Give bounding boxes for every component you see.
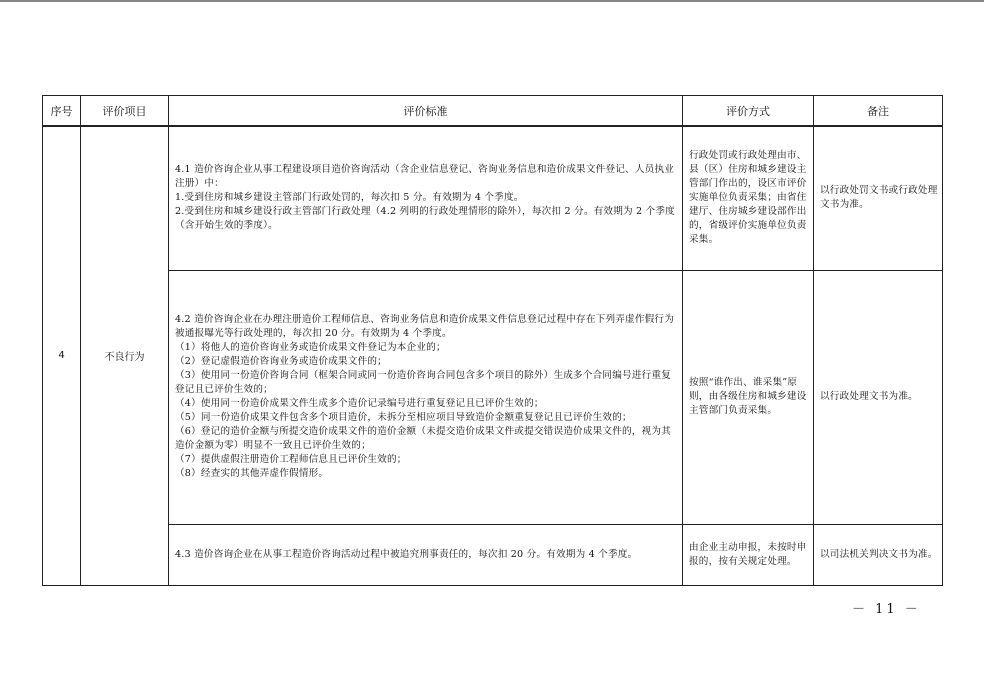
table-row	[43, 126, 943, 270]
header-seq: 序号	[43, 96, 81, 127]
criteria-cell: 4.1 造价咨询企业从事工程建设项目造价咨询活动（含企业信息登记、咨询业务信息和造价成果文件登记、人员执业注册）中： 1.受到住房和城乡建设主管部门行政处罚的，每次扣 5 分。有效期为 4 个季度。 2.受到住房和城乡建设行政主管部门行政处理（4.2 列明的行政处理情形的除外），每次扣 2 分。有效期为 2 个季度（含开始生效的季度）。	[169, 126, 683, 270]
note-cell: 以司法机关判决文书为准。	[814, 524, 943, 585]
note-cell: 以行政处理文书为准。	[814, 270, 943, 524]
header-note: 备注	[814, 96, 943, 127]
criteria-cell: 4.3 造价咨询企业在从事工程造价咨询活动过程中被追究刑事责任的，每次扣 20 分。有效期为 4 个季度。	[169, 524, 683, 585]
table-row	[43, 524, 943, 585]
table-header-row	[43, 96, 943, 127]
page-number: － 11 －	[852, 602, 921, 617]
note-cell: 以行政处罚文书或行政处理文书为准。	[814, 126, 943, 270]
item-cell: 不良行为	[81, 126, 169, 585]
criteria-cell: 4.2 造价咨询企业在办理注册造价工程师信息、咨询业务信息和造价成果文件信息登记过程中存在下列弄虚作假行为被通报曝光等行政处理的，每次扣 20 分。有效期为 4 个季度。 （1）将他人的造价咨询业务或造价成果文件登记为本企业的； （2）登记虚假造价咨询业务或造价成果文件的； （3）使用同一份造价咨询合同（框架合同或同一份造价咨询合同包含多个项目的除外）生成多个合同编号进行重复登记且已评价生效的； （4）使用同一份造价成果文件生成多个造价记录编号进行重复登记且已评价生效的； （5）同一份造价成果文件包含多个项目造价，未拆分至相应项目导致造价金额重复登记且已评价生效的； （6）登记的造价金额与所提交造价成果文件的造价金额（未提交造价成果文件或提交错误造价成果文件的，视为其造价金额为零）明显不一致且已评价生效的； （7）提供虚假注册造价工程师信息且已评价生效的； （8）经查实的其他弄虚作假情形。	[169, 270, 683, 524]
header-criteria: 评价标准	[169, 96, 683, 127]
header-item: 评价项目	[81, 96, 169, 127]
evaluation-table	[42, 95, 943, 586]
table-row	[43, 270, 943, 524]
header-method: 评价方式	[683, 96, 814, 127]
method-cell: 行政处罚或行政处理由市、县（区）住房和城乡建设主管部门作出的，设区市评价实施单位负责采集；由省住建厅、住房城乡建设部作出的，省级评价实施单位负责采集。	[683, 126, 814, 270]
method-cell: 由企业主动申报，未按时申报的，按有关规定处理。	[683, 524, 814, 585]
seq-cell: 4	[43, 126, 81, 585]
method-cell: 按照“谁作出、谁采集”原则，由各级住房和城乡建设主管部门负责采集。	[683, 270, 814, 524]
top-rule	[0, 0, 984, 2]
